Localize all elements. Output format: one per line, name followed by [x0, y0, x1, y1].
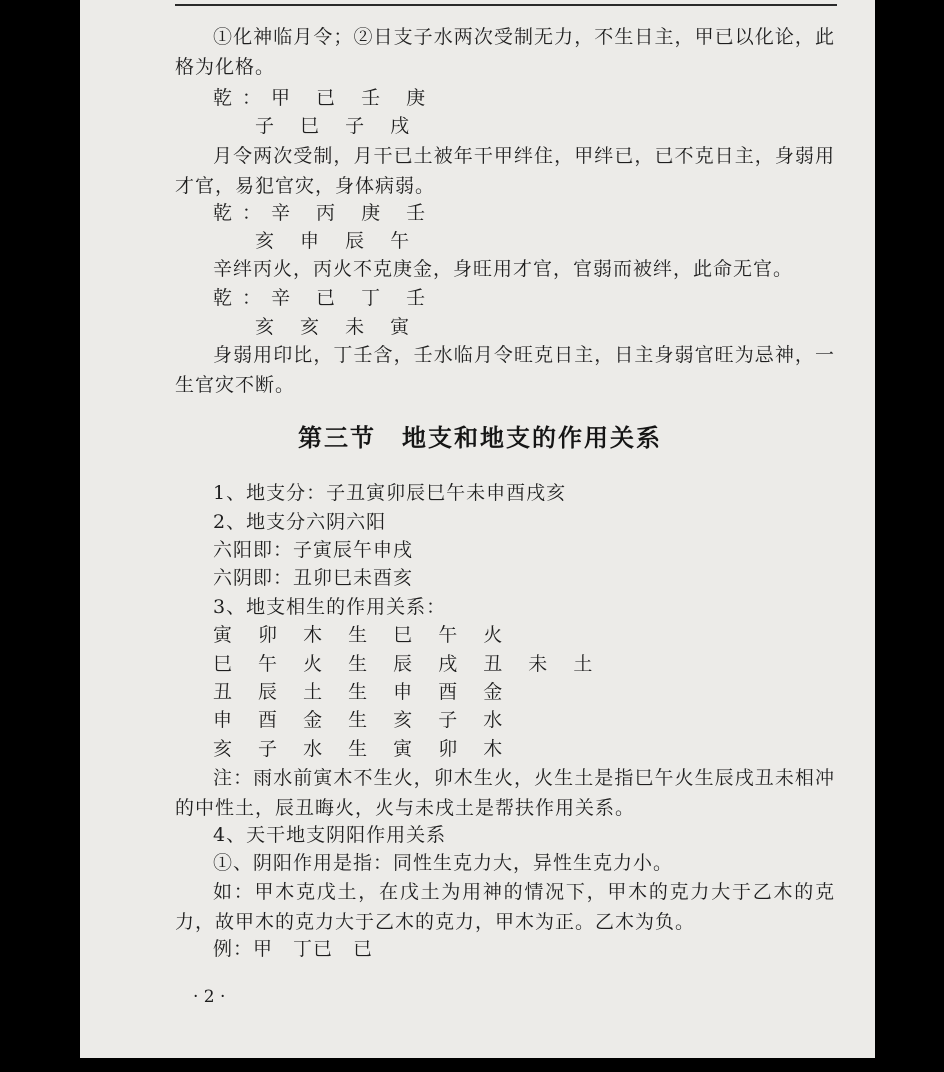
item-3: 3、地支相生的作用关系：	[213, 596, 447, 618]
sheng-row-3: 丑 辰 土 生 申 酉 金	[213, 681, 513, 703]
chart-3-stems: 乾：辛 已 丁 壬	[213, 287, 436, 309]
example-chart: 例：甲 丁已 已	[213, 938, 374, 960]
item-1: 1、地支分：子丑寅卯辰巳午未申酉戌亥	[213, 482, 567, 504]
paragraph-2: 月令两次受制，月干已土被年干甲绊住，甲绊已，已不克日主，身弱用才官，易犯官灾，身体病弱。	[175, 145, 835, 197]
sheng-row-1: 寅 卯 木 生 巳 午 火	[213, 624, 513, 646]
yang-branches-line: 六阳即：子寅辰午申戌	[213, 539, 414, 561]
sheng-row-4: 申 酉 金 生 亥 子 水	[213, 709, 513, 731]
chart-3-branches: 亥 亥 未 寅	[255, 316, 420, 338]
paragraph-4: 身弱用印比，丁壬含，壬水临月令旺克日主，日主身弱官旺为忌神，一生官灾不断。	[175, 344, 835, 396]
chart-2-branches: 亥 申 辰 午	[255, 230, 420, 252]
book-page	[80, 0, 875, 1058]
yin-branches-line: 六阴即：丑卯巳未酉亥	[213, 567, 414, 589]
note-paragraph: 注：雨水前寅木不生火，卯木生火，火生土是指巳午火生辰戌丑未相冲的中性土，辰丑晦火，火与未戌土是帮扶作用关系。	[175, 767, 835, 819]
example-paragraph: 如：甲木克戊土，在戊土为用神的情况下，甲木的克力大于乙木的克力，故甲木的克力大于乙木的克力，甲木为正。乙木为负。	[175, 881, 835, 933]
item-4: 4、天干地支阴阳作用关系	[213, 824, 447, 846]
chart-1-branches: 子 巳 子 戌	[255, 115, 420, 137]
header-rule	[175, 4, 837, 6]
sheng-row-5: 亥 子 水 生 寅 卯 木	[213, 738, 513, 760]
sub-item-1: ①、阴阳作用是指：同性生克力大，异性生克力小。	[213, 852, 674, 874]
page-number: · 2 ·	[193, 987, 226, 1007]
section-title: 第三节 地支和地支的作用关系	[298, 423, 662, 452]
item-2: 2、地支分六阴六阳	[213, 511, 387, 533]
sheng-row-2: 巳 午 火 生 辰 戌 丑 未 土	[213, 653, 603, 675]
chart-1-stems: 乾：甲 已 壬 庚	[213, 87, 436, 109]
chart-2-stems: 乾：辛 丙 庚 壬	[213, 202, 436, 224]
paragraph-3: 辛绊丙火，丙火不克庚金，身旺用才官，官弱而被绊，此命无官。	[213, 258, 794, 280]
paragraph-1: ①化神临月令；②日支子水两次受制无力，不生日主，甲已以化论，此格为化格。	[175, 26, 835, 78]
